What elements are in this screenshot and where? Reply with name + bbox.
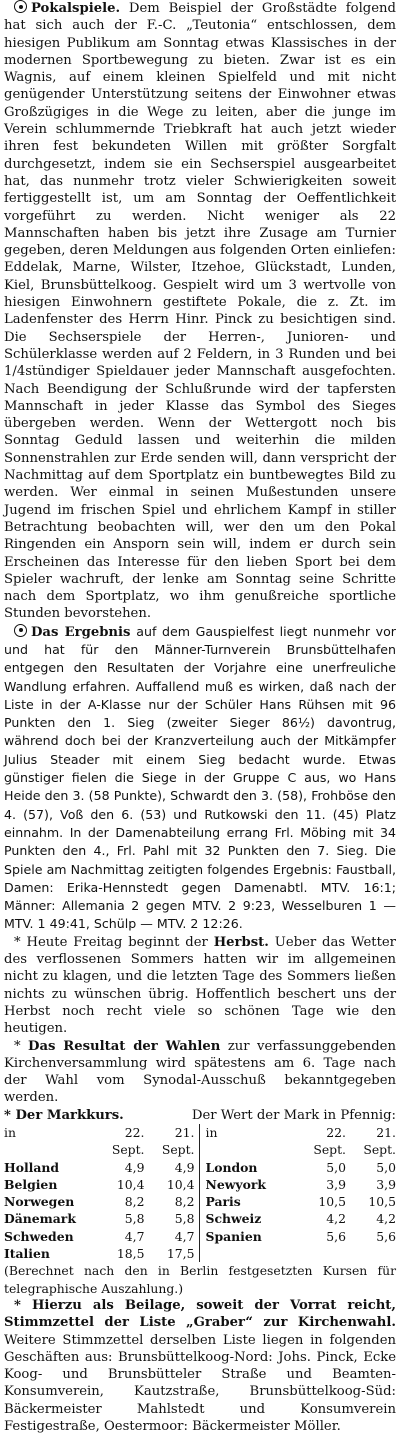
article-body: auf dem Gauspielfest liegt nunmehr vor und hat für den Männer-Turnverein Brunsbüttelhafen entgegen den Resultaten der Vorjahre eine unerfreuliche Wandlung erfahren. Auffallend muß es wirken, daß nach der Liste in der A-Klasse nur der Schüler Hans Rühsen mit 96 Punkten den 1. Sieg (zweiter Sieger 86½) davontrug, während doch bei der Kranzverteilung auch der Mitkämpfer Julius Steader mit einem Sieg bedacht wurde. Etwas günstiger fielen die Siege in der Gruppe C aus, wo Hans Heide den 3. (58 Punkte), Schwardt den 3. (58), Frohböse den 4. (57), Voß den 6. (53) und Rutkowski den 11. (45) Platz einnahm. In der Damenabteilung errang Frl. Möbing mit 34 Punkten den 4., Frl. Pahl mit 32 Punkten den 7. Sieg. Die Spiele am Nachmittag zeitigten folgendes Ergebnis: Faustball, Damen: Erika-Hennstedt gegen Damenabtl. MTV. 16:1; Männer: Allemania 2 gegen MTV. 2 9:23, Wesselburen 1 — MTV. 1 49:41, Schülp — MTV. 2 12:26. [4,623,396,932]
article-title: Herbst. [213,934,269,950]
market-subtitle: Der Wert der Mark in Pfennig: [191,1107,396,1123]
market-title: * Der Markkurs. [4,1107,124,1123]
rate-21-sept: 4,9 [174,1159,195,1175]
market-row [206,1176,397,1193]
market-row [206,1159,397,1176]
market-row [4,1210,195,1227]
article-lead: * Hierzu als Beilage, soweit der Vorrat reicht, Stimmzettel der Liste „Graber“ zur Kirchenwahl. [4,1297,396,1331]
market-row [4,1159,195,1176]
article-beilage [4,1297,396,1435]
currency-name: Dänemark [4,1211,76,1227]
currency-name: Paris [205,1194,241,1210]
rate-21-sept: 5,8 [174,1211,195,1227]
rate-22-sept: 4,9 [124,1159,145,1175]
rate-21-sept: 10,4 [166,1176,195,1192]
article-body: zur verfassunggebenden Kirchenversammlung wird spätestens am 6. Tage nach der Wahl vom Synodal-Ausschuß bekanntgegeben werden. [4,1038,396,1106]
rate-22-sept: 5,0 [326,1159,346,1175]
rate-22-sept: 10,4 [116,1176,145,1192]
col-label: in [205,1125,218,1140]
market-row [206,1228,397,1245]
rate-21-sept: 10,5 [368,1194,396,1210]
section-marker-icon [14,624,27,637]
rate-21-sept: 4,2 [376,1211,396,1227]
rate-22-sept: 3,9 [326,1176,346,1192]
currency-name: Italien [4,1246,50,1262]
col-date2: 21. Sept. [161,1125,195,1158]
article-title: Pokalspiele. [31,1,121,16]
section-marker-icon [14,0,27,13]
market-header [4,1107,396,1124]
market-row [4,1176,195,1193]
rate-21-sept: 5,6 [376,1228,396,1244]
article-prefix: * Heute Freitag beginnt der [14,934,208,950]
article-herbst [4,934,396,1038]
currency-name: Belgien [4,1176,58,1192]
market-rates [4,1107,396,1297]
rate-22-sept: 10,5 [318,1194,346,1210]
article-wahlen [4,1038,396,1107]
article-prefix: * [14,1038,21,1054]
rate-22-sept: 18,5 [116,1246,145,1262]
rate-21-sept: 5,0 [376,1159,396,1175]
currency-name: London [205,1159,258,1175]
market-column-left [4,1124,195,1262]
market-col-header [206,1124,397,1159]
rate-21-sept: 8,2 [174,1194,195,1210]
market-row [4,1193,195,1210]
currency-name: Schweden [4,1228,74,1244]
article-pokalspiele [4,0,396,623]
market-column-right [199,1124,397,1262]
rate-22-sept: 5,6 [326,1228,346,1244]
article-body: Dem Beispiel der Großstädte folgend hat sich auch der F.-C. „Teutonia“ entschlossen, dem hiesigen Publikum am Sonntag etwas Klassisches in der modernen Sportbewegung zu bieten. Zwar ist es ein Wagnis, auf einem kleinen Spielfeld und mit nicht genügender Unterstützung seitens der Einwohner etwas Großzügiges in die Wege zu leiten, aber die junge im Verein schlummernde Triebkraft hat auch jetzt wieder ihren fest bekundeten Willen mit größter Sorgfalt durchgesetzt, indem sie ein Sechserspiel ausgearbeitet hat, das nunmehr trotz vieler Schwierigkeiten soweit fertiggestellt ist, um am Sonntag der Oeffentlichkeit vorgeführt zu werden. Nicht weniger als 22 Mannschaften haben bis jetzt ihre Zusage am Turnier gegeben, deren Meldungen aus folgenden Orten einliefen: Eddelak, Marne, Wilster, Itzehoe, Glückstadt, Lunden, Kiel, Brunsbüttelkoog. Gespielt wird um 3 wertvolle von hiesigen Einwohnern gestiftete Pokale, die z. Zt. im Ladenfenster des Herrn Hinr. Pinck zu besichtigen sind. Die Sechserspiele der Herren-, Junioren- und Schülerklasse werden auf 2 Feldern, in 3 Runden und bei 1/4stündiger Spieldauer jeder Mannschaft ausgefochten. Nach Beendigung der Schlußrunde wird der tapfersten Mannschaft in jeder Klasse das Symbol des Sieges übergeben werden. Wenn der Wettergott noch bis Sonntag Geduld lassen und weiterhin die milden Sonnenstrahlen zur Erde senden will, dann verspricht der Nachmittag auf dem Sportplatz ein buntbewegtes Bild zu werden. Wer einmal in seinen Mußestunden unsere Jugend im frischen Spiel und ehrlichem Kampf in stiller Betrachtung beobachten will, wer den um den Pokal Ringenden ein Ansporn sein will, indem er durch sein Erscheinen das Interesse für den lieben Sport bei dem Spieler wachruft, der lenke am Sonntag seine Schritte nach dem Sportplatz, wo ihm genußreiche sportliche Stunden bevorstehen. [4,1,396,622]
rate-21-sept: 4,7 [174,1228,195,1244]
rate-22-sept: 8,2 [124,1194,145,1210]
rate-22-sept: 5,8 [124,1211,145,1227]
market-note: (Berechnet nach den in Berlin festgesetzten Kursen für telegraphische Auszahlung.) [4,1263,396,1296]
currency-name: Newyork [205,1176,266,1192]
col-date2: 21. Sept. [363,1125,396,1158]
col-date1: 22. Sept. [111,1125,145,1158]
col-date1: 22. Sept. [313,1125,346,1158]
market-row [206,1193,397,1210]
rate-22-sept: 4,2 [326,1211,346,1227]
article-body: Weitere Stimmzettel derselben Liste liegen in folgenden Geschäften aus: Brunsbüttelkoog-Nord: Johs. Pinck, Ecke Koog- und Brunsbütteler Straße und Beamten-Konsumverein, Kautzstraße, Brunsbüttelkoog-Süd: Bäckermeister Mahlstedt und Konsumverein Festigestraße, Oestermoor: Bäckermeister Möller. [4,1332,396,1435]
market-row [4,1245,195,1262]
currency-name: Spanien [205,1228,262,1244]
col-label: in [4,1125,16,1140]
article-title: Das Ergebnis [31,624,131,640]
article-ergebnis [4,623,396,934]
article-body: Ueber das Wetter des verflossenen Sommers hatten wir im allgemeinen nicht zu klagen, und die letzten Tage des Sommers ließen nichts zu wünschen übrig. Hoffentlich beschert uns der Herbst noch recht viele so schönen Tage wie den heutigen. [4,934,396,1037]
currency-name: Norwegen [4,1194,75,1210]
article-title: Das Resultat der Wahlen [28,1038,221,1054]
market-row [206,1210,397,1227]
market-col-header [4,1124,195,1159]
rate-21-sept: 17,5 [166,1246,195,1262]
currency-name: Holland [4,1159,60,1175]
rate-22-sept: 4,7 [124,1228,145,1244]
market-row [4,1228,195,1245]
market-table [4,1124,396,1262]
currency-name: Schweiz [205,1211,262,1227]
rate-21-sept: 3,9 [376,1176,396,1192]
